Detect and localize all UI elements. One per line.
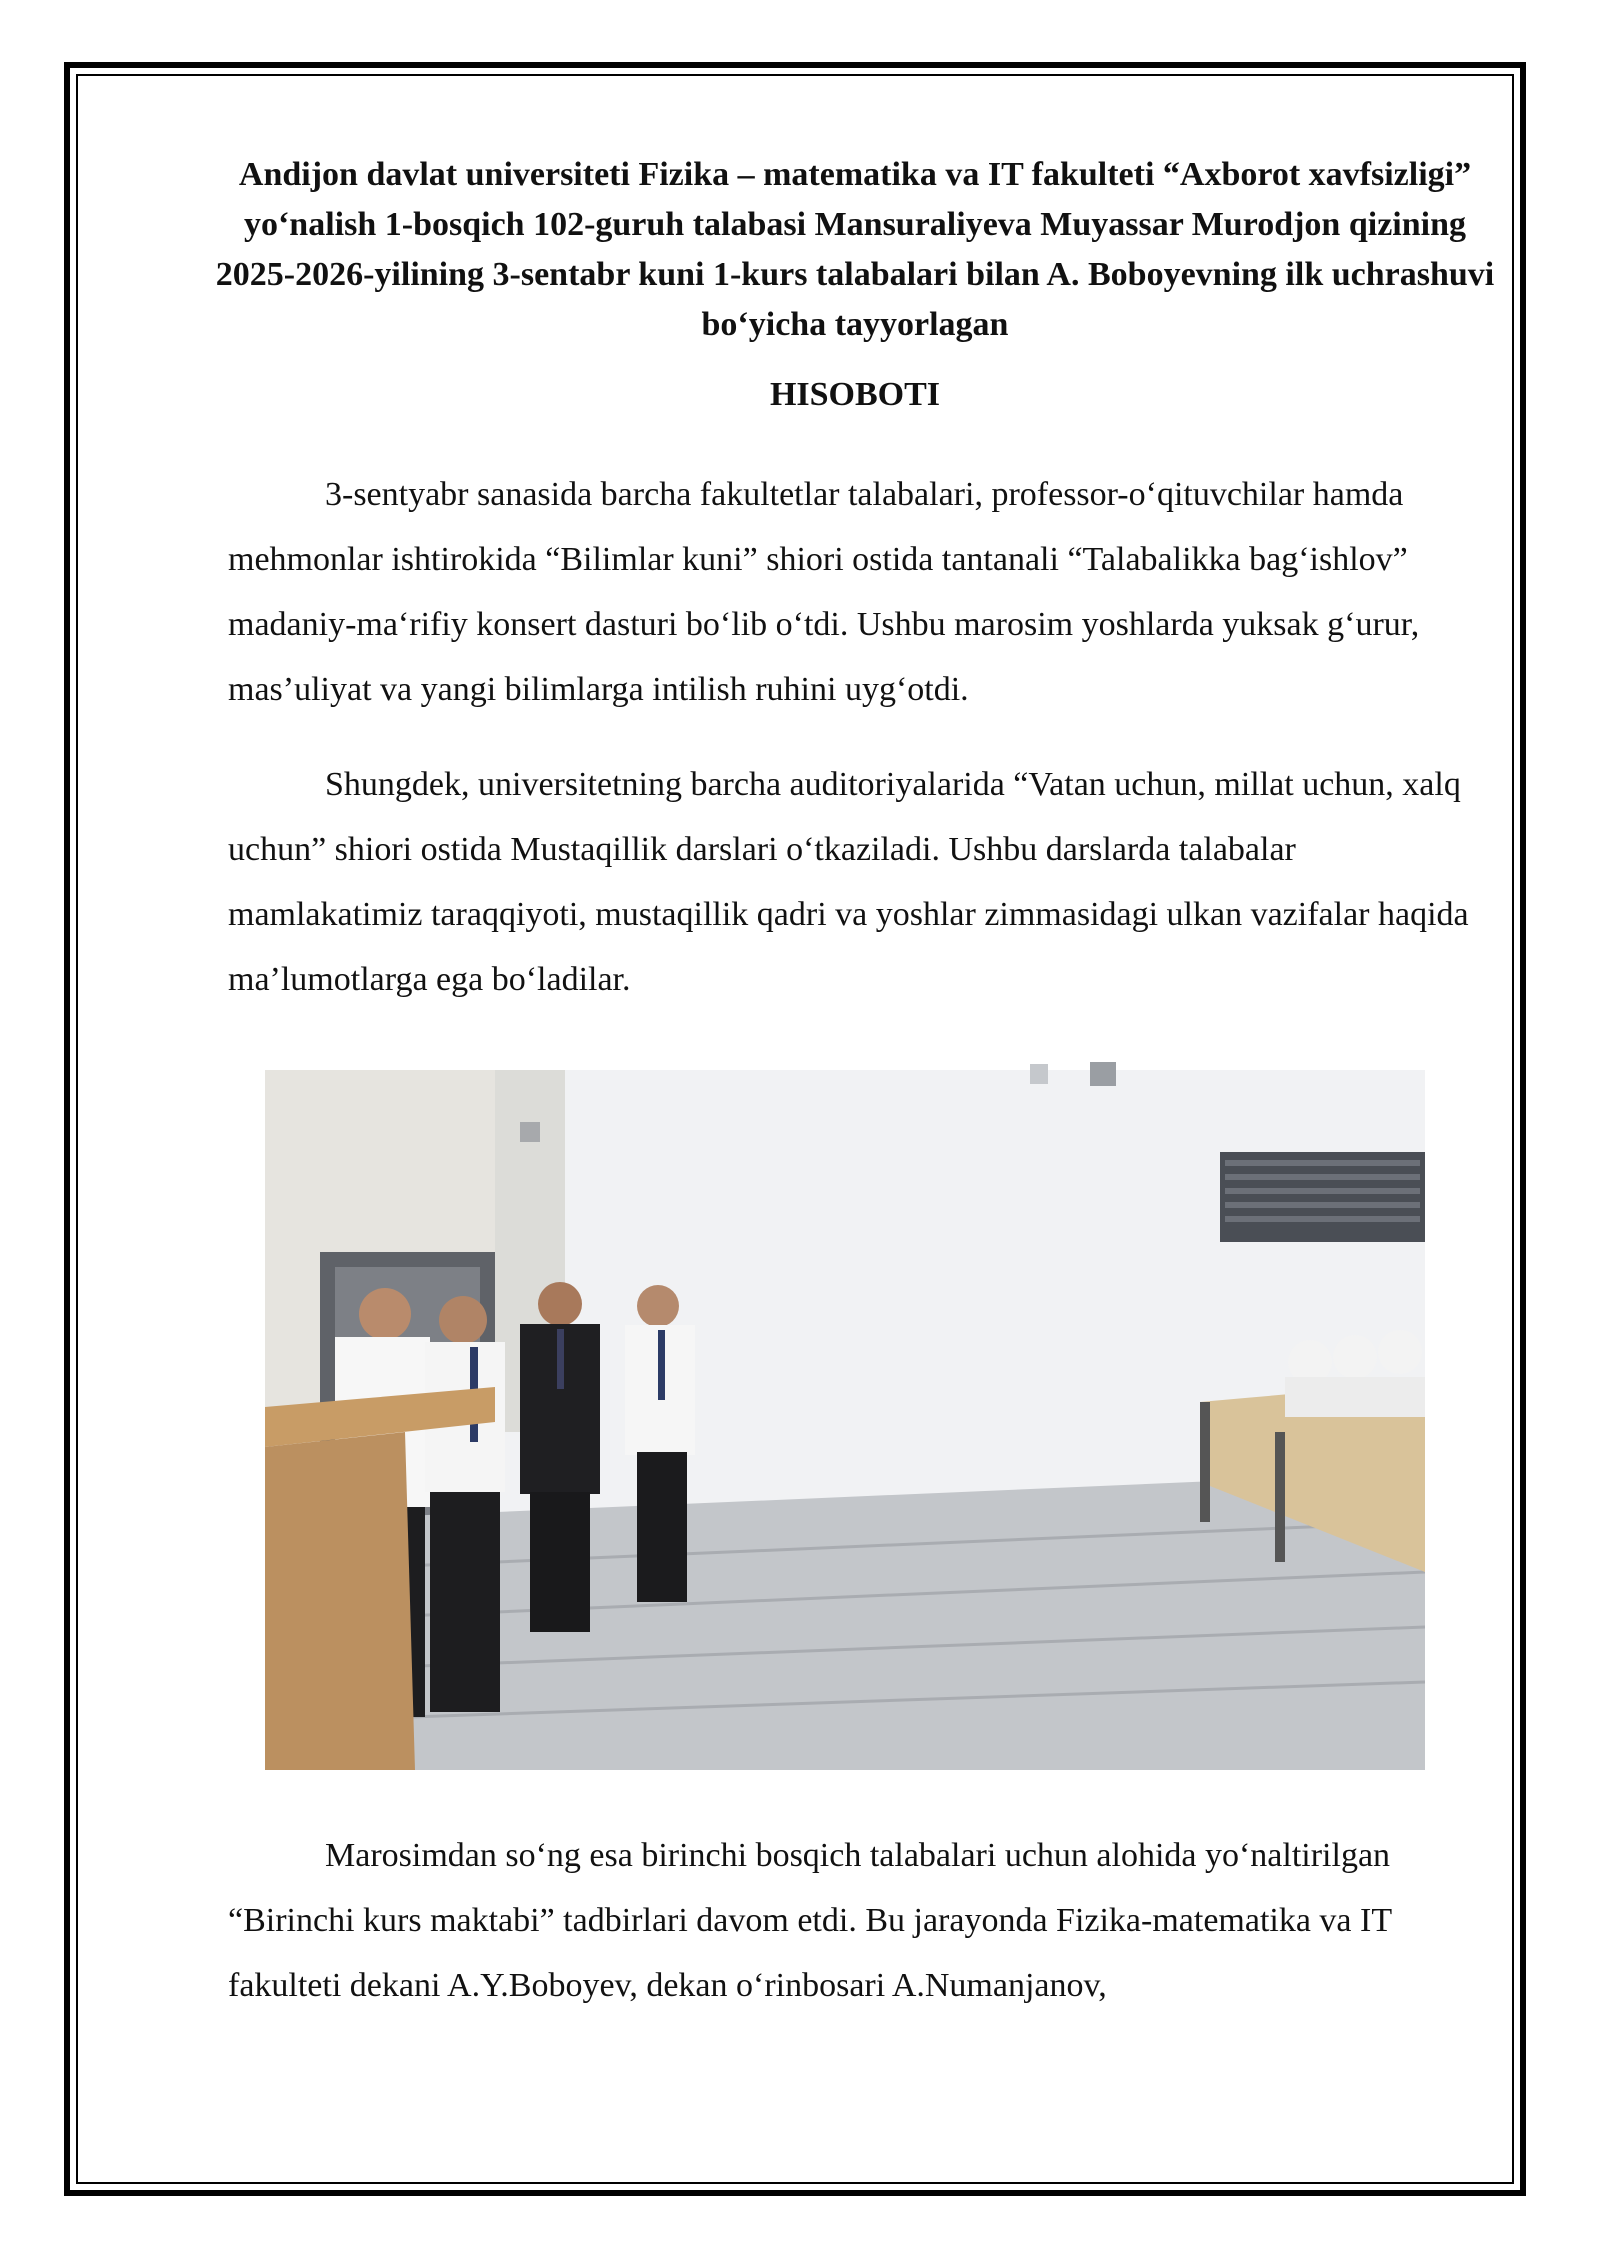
paragraph-3: Marosimdan so‘ng esa birinchi bosqich talabalari uchun alohida yo‘naltirilgan “Birinchi kurs maktabi” tadbirlari davom etdi. Bu jarayonda Fizika-matematika va IT fakulteti dekani A.Y.Boboyev, dekan o‘rinbosari A.Numanjanov, (228, 1837, 1392, 2004)
document-heading: Andijon davlat universiteti Fizika – matematika va IT fakulteti “Axborot xavfsizligi” yo‘nalish 1-bosqich 102-guruh talabasi Mansuraliyeva Muyassar Murodjon qizining 2025-2026-yilining 3-sentabr kuni 1-kurs talabalari bilan A. Boboyevning ilk uchrashuvi bo‘yicha tayyorlagan (215, 156, 1495, 343)
report-title: HISOBOTI (769, 376, 941, 413)
event-photo (265, 1052, 1425, 1770)
paragraph-2: Shungdek, universitetning barcha auditoriyalarida “Vatan uchun, millat uchun, xalq uchun” shiori ostida Mustaqillik darslari o‘tkaziladi. Ushbu darslarda talabalar mamlakatimiz taraqqiyoti, mustaqillik qadri va yoshlar zimmasidagi ulkan vazifalar haqida ma’lumotlarga ega bo‘ladilar. (228, 766, 1469, 998)
classroom-photo-illustration (265, 1052, 1425, 1770)
paragraph-1: 3-sentyabr sanasida barcha fakultetlar talabalari, professor-o‘qituvchilar hamda mehmonlar ishtirokida “Bilimlar kuni” shiori ostida tantanali “Talabalikka bag‘ishlov” madaniy-ma‘rifiy konsert dasturi bo‘lib o‘tdi. Ushbu marosim yoshlarda yuksak g‘urur, mas’uliyat va yangi bilimlarga intilish ruhini uyg‘otdi. (228, 476, 1420, 708)
